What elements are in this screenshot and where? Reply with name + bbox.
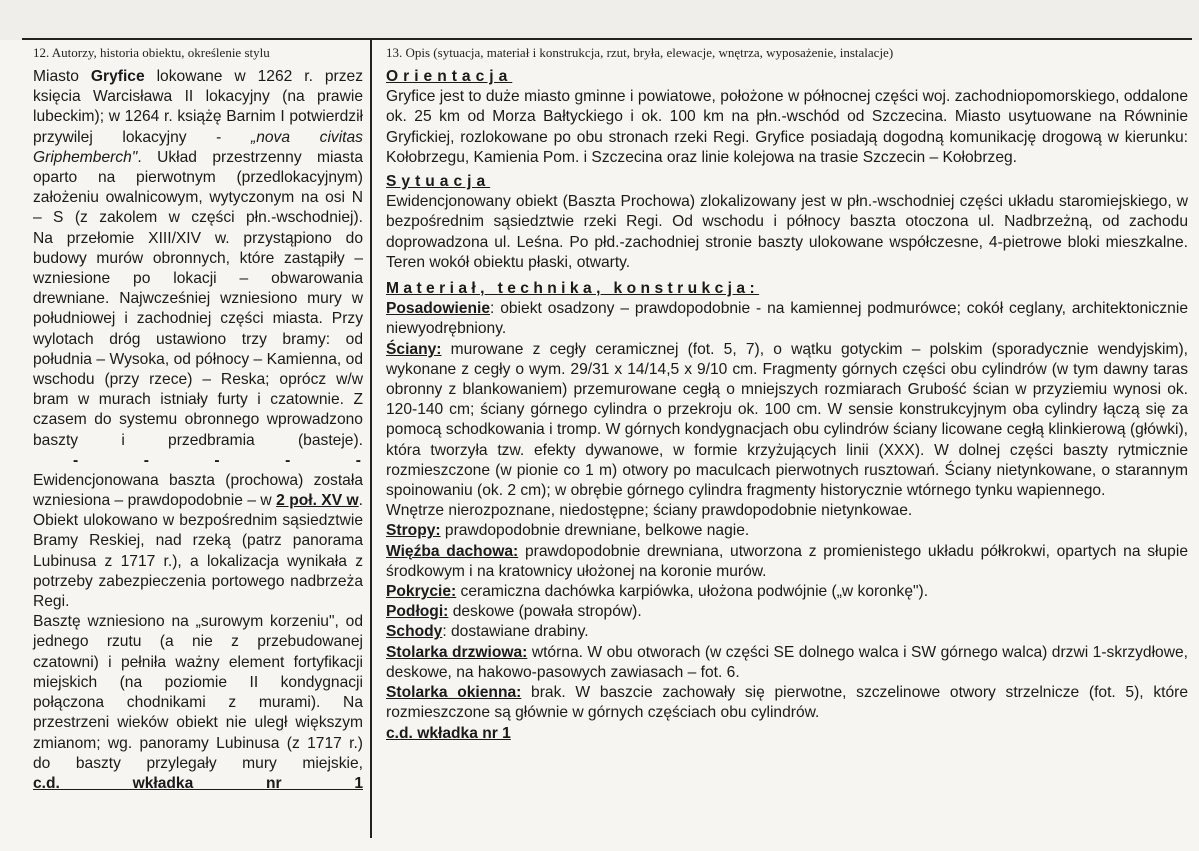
schody-label: Schody xyxy=(386,623,443,641)
orientacja-heading: Orientacja xyxy=(386,68,513,85)
text-run: . Układ przestrzenny miasta oparto na pierwotnym (przedlokacyjnym) założeniu owalnicowym, wytyczonym na osi N – S (z zakolem w części płn.-wschodniej). xyxy=(33,148,363,227)
text-run: brak. W baszcie zachowały się pierwotne, szczelinowe otwory strzelnicze (fot. 5), które rozmieszczone są głównie w górnych częściach obu cylindrów. xyxy=(386,684,1188,722)
text-run: murowane z cegły ceramicznej (fot. 5, 7), o wątku gotyckim – polskim (sporadycznie wendyjskim), wykonane z cegły o wym. 29/31 x 14/14,5 x 9/10 cm. Fragmenty górnych części obu cylindrów (w tym dawny taras obronny z blankowaniem) przemurowane cegłą o mniejszych rozmiarach Grubość ścian w przyziemiu wynosi ok. 120-140 cm; ściany górnego cylindra o przekroju ok. 100 cm. W sensie konstrukcyjnym oba cylindry łączą się za pomocą schodkowania i tromp. W górnych kondygnacjach obu cylindrów ściany licowane cegłą klinkierową (główki), która tworzyła tzw. efekty dywanowe, w formie krzyżujących linii (XXX). W dolnej części baszty rytmicznie rozmieszczone (w pionie co 1 m) otwory po maculcach pierwotnych rusztowań. Ściany nietynkowane, o starannym spoinowaniu (ok. 2 cm); w obrębie górnego cylindra fragmenty historycznie wtórnego tynku wapiennego. xyxy=(386,340,1188,500)
continued-note-right: c.d. wkładka nr 1 xyxy=(386,724,511,742)
history-paragraph-2: Na przełomie XIII/XIV w. przystąpiono do budowy murów obronnych, które zastąpiły – wzniesione po lokacji – obwarowania drewniane. Najwcześniej wzniesiono mury w południowej i zachodniej części miasta. Przy wylotach dróg ustawiono trzy bramy: od południa – Wysoka, od północy – Kamienna, od wschodu (przy rzece) – Reska; oprócz w/w bram w murach istniały furty i czatownie. Z czasem do systemu obronnego wprowadzono baszty i przedbramia (basteje). xyxy=(33,229,363,449)
continued-note-left: c.d. wkładka nr 1 xyxy=(33,774,363,792)
schody-entry xyxy=(386,622,1188,642)
wiezba-entry xyxy=(386,542,1188,582)
sytuacja-text: Ewidencjonowany obiekt (Baszta Prochowa) zlokalizowany jest w płn.-wschodniej części układu staromiejskiego, w bezpośrednim sąsiedztwie rzeki Regi. Od wschodu i północy baszta otoczona ul. Nadbrzeżną, od zachodu doprowadzona ul. Leśna. Po płd.-zachodniej stronie baszty ulokowane współczesne, 4-pietrowe bloki mieszkalne. Teren wokół obiektu płaski, otwarty. xyxy=(386,193,1188,271)
scan-top-margin xyxy=(0,0,1199,40)
stolarka-okienna-label: Stolarka okienna: xyxy=(386,684,522,702)
text-run: Miasto xyxy=(33,68,91,85)
construction-date: 2 poł. XV w xyxy=(276,492,359,510)
material-heading: Materiał, technika, konstrukcja: xyxy=(386,280,760,298)
orientacja-text: Gryfice jest to duże miasto gminne i powiatowe, położone w północnej części woj. zachodniopomorskiego, oddalone ok. 25 km od Morza Bałtyckiego i ok. 100 km na płn.-wschód od Szczecina. Miasto usytuowane na Równinie Gryfickiej, rozlokowane po obu stronach rzeki Regi. Gryfice posiadają dogodną komunikację drogową w kierunku: Kołobrzegu, Kamienia Pom. i Szczecina oraz linie kolejowa na trasie Szczecin – Kołobrzeg. xyxy=(386,88,1188,166)
stropy-label: Stropy: xyxy=(386,522,441,540)
podlogi-entry xyxy=(386,602,1188,622)
right-column xyxy=(386,40,1188,744)
text-run: lokowane w 1262 r. przez księcia Warcisława II lokacyjny (na prawie lubeckim); w 1264 r. książę Barnim I potwierdził przywilej lokacyjny - xyxy=(33,68,364,146)
stolarka-drzwiowa-entry xyxy=(386,643,1188,683)
left-section-header: 12. Autorzy, historia obiektu, określenie stylu xyxy=(33,45,270,60)
charter-quote: „nova civitas Griphemberch" xyxy=(33,128,363,166)
stropy-entry xyxy=(386,521,1188,541)
text-run: prawdopodobnie drewniane, belkowe nagie. xyxy=(440,522,750,540)
sciany-label: Ściany: xyxy=(386,340,442,358)
text-run: deskowe (powała stropów). xyxy=(448,603,642,621)
pokrycie-entry xyxy=(386,582,1188,602)
stolarka-okienna-entry xyxy=(386,683,1188,723)
text-run: . Obiekt ulokowano w bezpośrednim sąsiedztwie Bramy Reskiej, nad rzeką (patrz panorama Lubinusa z 1717 r.), a lokalizacja wynikała z potrzeby zabezpieczenia portowego nadbrzeża Regi. xyxy=(33,492,363,611)
history-paragraph-1 xyxy=(33,67,363,229)
right-section-header: 13. Opis (sytuacja, materiał i konstrukcja, rzut, bryła, elewacje, wnętrza, wyposażenie, instalacje) xyxy=(386,45,894,60)
text-run: : obiekt osadzony – prawdopodobnie - na kamiennej podmurówce; cokół ceglany, architektonicznie niewyodrębniony. xyxy=(386,300,1188,338)
history-text xyxy=(33,67,363,794)
text-run: wtórna. W obu otworach (w części SE dolnego walca i SW górnego walca) drzwi 1-skrzydłowe, deskowe, na hakowo-pasowych zawiasach – fot. 6. xyxy=(386,643,1188,681)
posadowienie-label: Posadowienie xyxy=(386,300,490,318)
sytuacja-heading: Sytuacja xyxy=(386,173,491,191)
section-separator: - - - - - xyxy=(73,451,363,469)
podlogi-label: Podłogi: xyxy=(386,603,449,621)
pokrycie-label: Pokrycie: xyxy=(386,583,457,601)
history-paragraph-3 xyxy=(33,471,363,612)
description-text xyxy=(386,67,1188,744)
wiezba-label: Więźba dachowa: xyxy=(386,542,519,560)
sciany-entry xyxy=(386,340,1188,502)
text-run: prawdopodobnie drewniana, utworzona z promienistego układu półkrokwi, opartych na słupie środkowym i na kratownicy ułożonej na koronie murów. xyxy=(386,542,1188,580)
history-paragraph-4: Basztę wzniesiono na „surowym korzeniu", od jednego rzutu (a nie z przebudowanej czatowni) i pełniła ważny element fortyfikacji miejskich (na poziomie II kondygnacji połączona chodnikami z murami). Na przestrzeni wieków obiekt nie uległ większym zmianom; wg. panoramy Lubinusa (z 1717 r.) do baszty przylegały mury miejskie, xyxy=(33,613,363,772)
text-run: Ewidencjonowana baszta (prochowa) została wzniesiona – prawdopodobnie – w xyxy=(33,471,363,510)
left-column xyxy=(33,40,363,794)
text-run: : dostawiane drabiny. xyxy=(442,623,589,641)
column-divider xyxy=(370,38,372,838)
stolarka-drzwiowa-label: Stolarka drzwiowa: xyxy=(386,643,528,661)
posadowienie-entry xyxy=(386,299,1188,339)
wnetrze-entry: Wnętrze nierozpoznane, niedostępne; ściany prawdopodobnie nietynkowae. xyxy=(386,502,913,520)
city-name: Gryfice xyxy=(90,68,145,85)
text-run: ceramiczna dachówka karpiówka, ułożona podwójnie („w koronkę"). xyxy=(456,583,929,601)
